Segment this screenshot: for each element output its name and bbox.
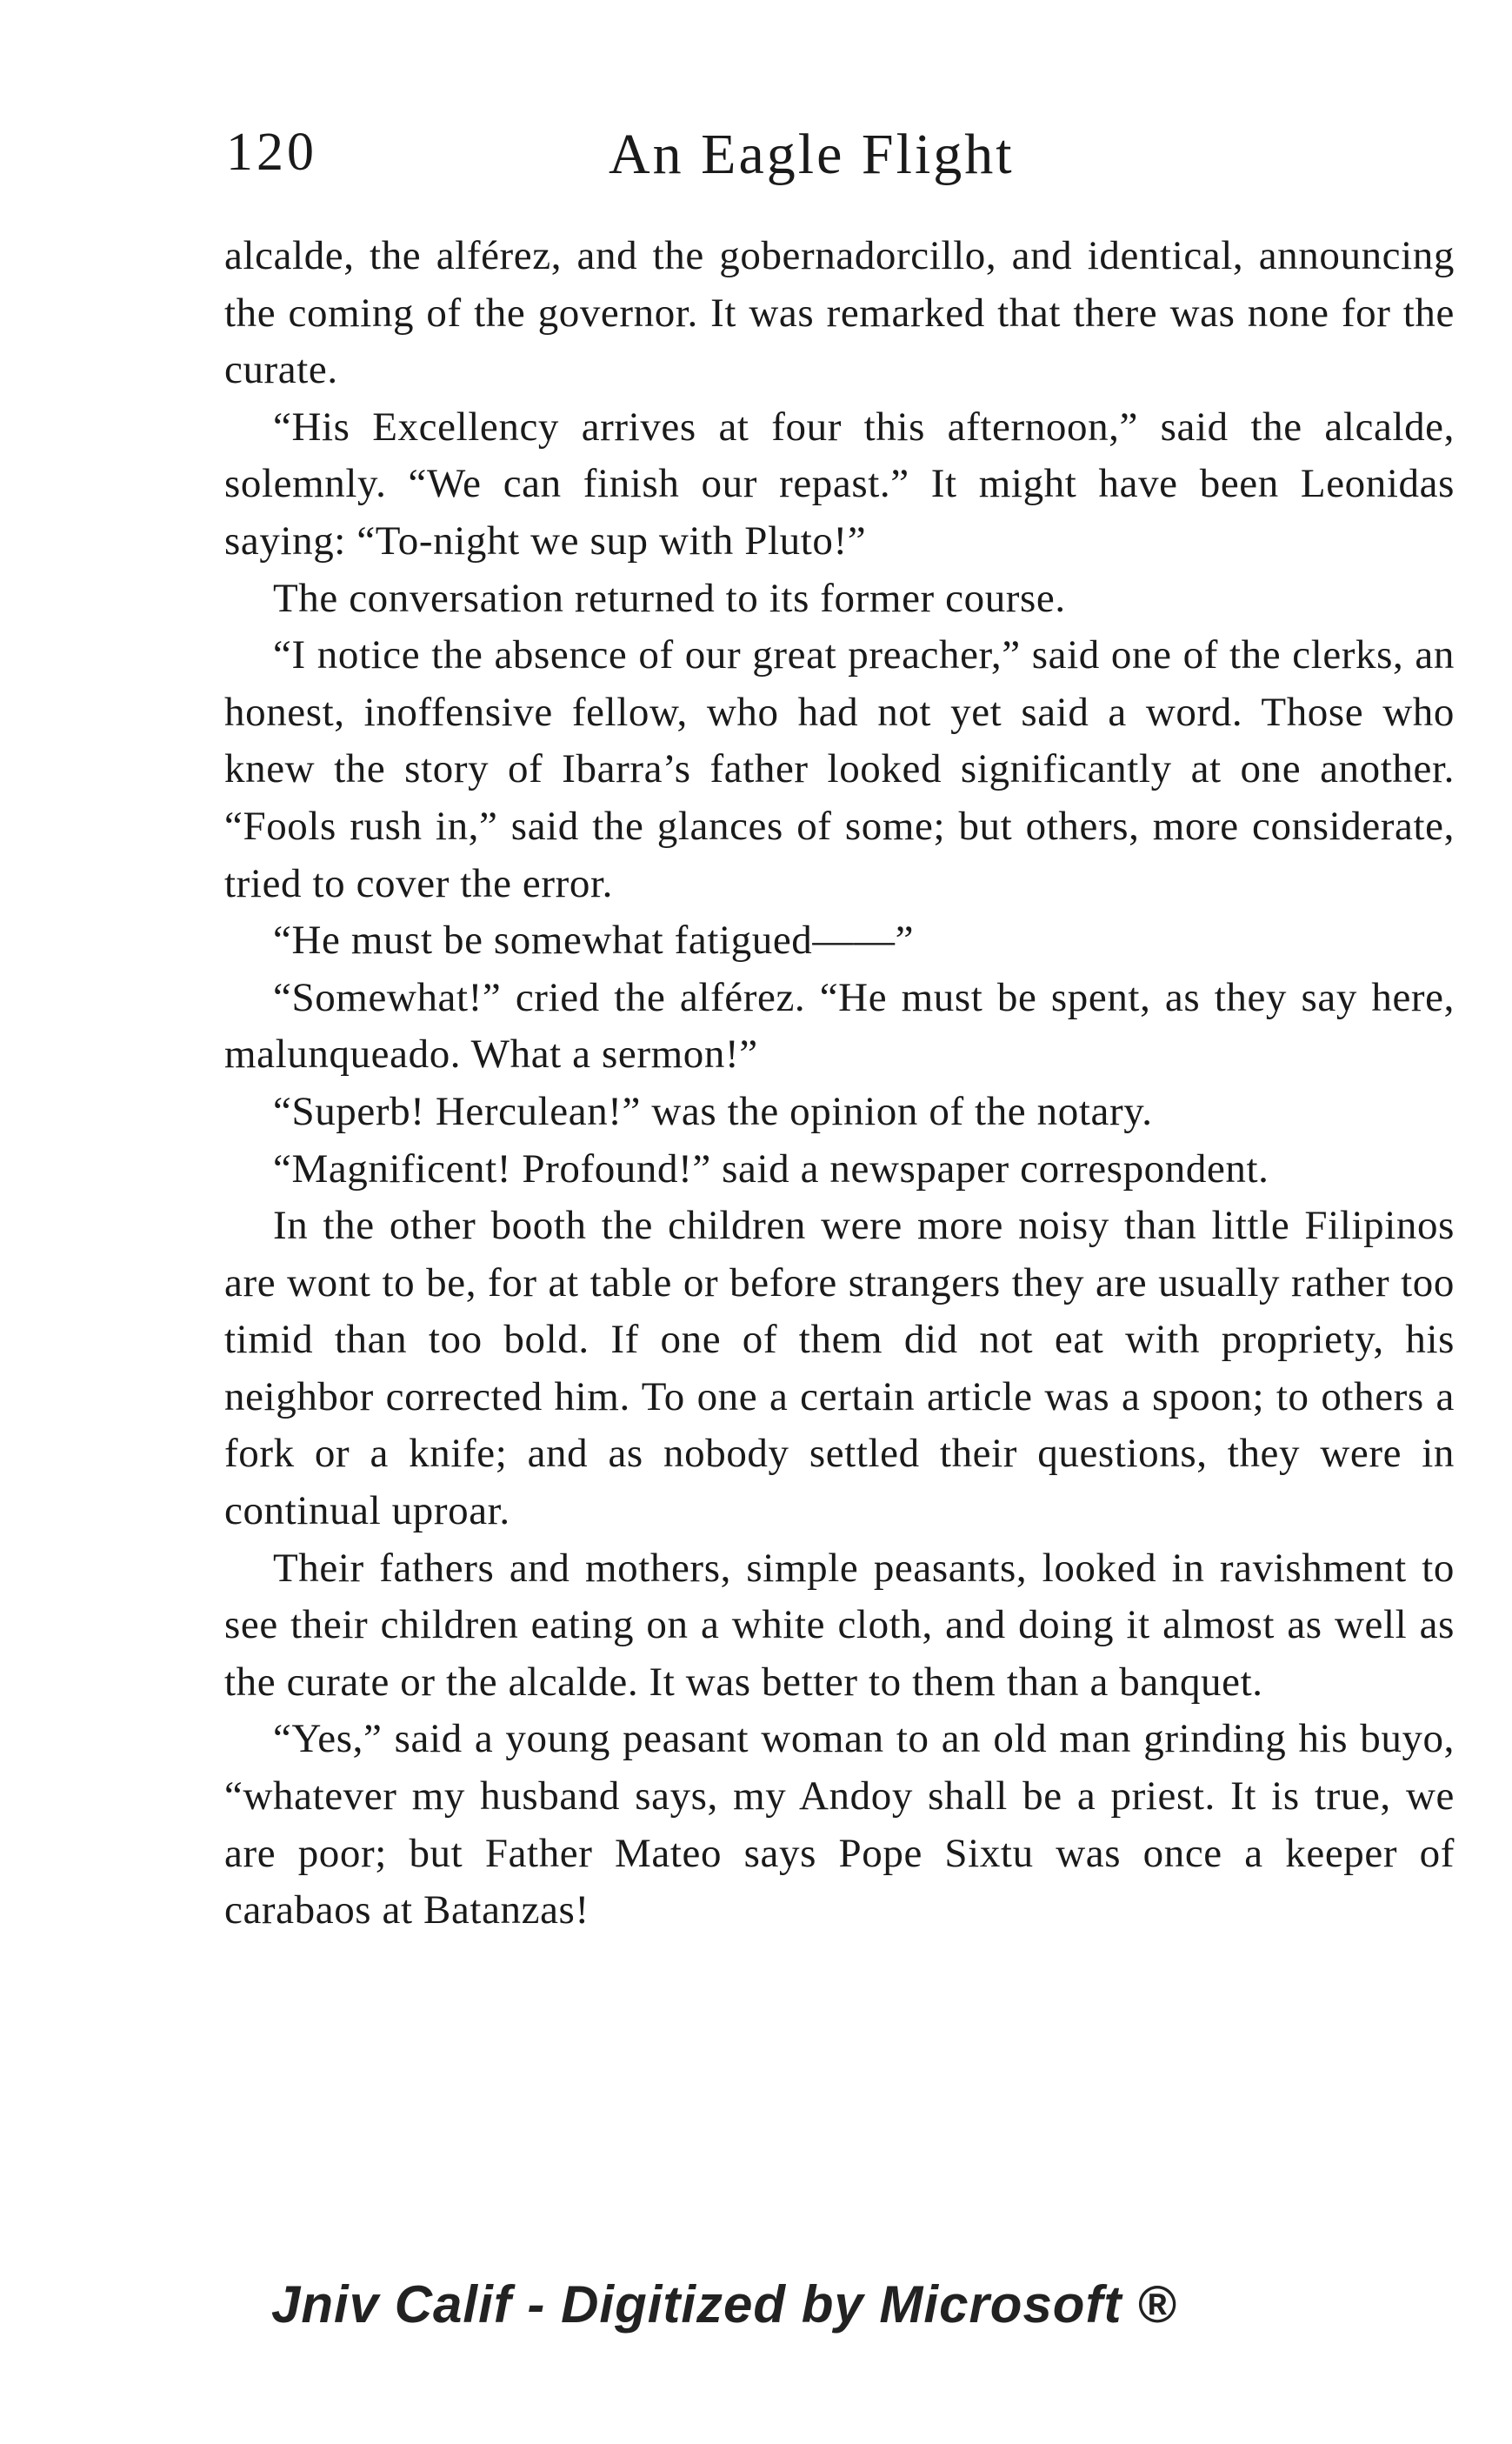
paragraph: “He must be somewhat fatigued——” [273, 918, 915, 964]
paragraph: In the other booth the children were more noisy than little Filipinos are wont to be, for at table or before strangers they are usually rather too timid than too bold. If one of them did not eat with propriety, his neighbor corrected him. To one a certain article was a spoon; to others a fork or a knife; and as nobody settled their questions, they were in continual uproar. [224, 1203, 1455, 1534]
paragraph: “Superb! Herculean!” was the opinion of the notary. [273, 1088, 1153, 1134]
paragraph: The conversation returned to its former course. [273, 575, 1066, 621]
paragraph: alcalde, the alférez, and the gobernadorcillo, and identical, announcing the coming of the governor. It was remarked that there was none for the curate. [224, 233, 1455, 393]
book-title: An Eagle Flight [609, 123, 1015, 186]
page-number: 120 [226, 123, 317, 182]
paragraph: “Yes,” said a young peasant woman to an old man grinding his buyo, “whatever my husband says, my Andoy shall be a priest. It is true, we are poor; but Father Mateo says Pope Sixtu was once a keeper of carabaos at Batanzas! [224, 1716, 1455, 1933]
paragraph: “I notice the absence of our great preacher,” said one of the clerks, an honest, inoffensive fellow, who had not yet said a word. Those who knew the story of Ibarra’s father looked significantly at one another. “Fools rush in,” said the glances of some; but others, more considerate, tried to cover the error. [224, 632, 1455, 906]
digitization-watermark: Jniv Calif - Digitized by Microsoft ® [271, 2275, 1177, 2334]
running-head [226, 122, 1443, 200]
paragraph: “Somewhat!” cried the alférez. “He must be spent, as they say here, malunqueado. What a sermon!” [224, 974, 1455, 1078]
paragraph: “His Excellency arrives at four this afternoon,” said the alcalde, solemnly. “We can finish our repast.” It might have been Leonidas saying: “To-night we sup with Pluto!” [224, 404, 1455, 564]
paragraph: Their fathers and mothers, simple peasants, looked in ravishment to see their children eating on a white cloth, and doing it almost as well as the curate or the alcalde. It was better to them than a banquet. [224, 1545, 1455, 1705]
body-text [224, 228, 1455, 1940]
paragraph: “Magnificent! Profound!” said a newspaper correspondent. [273, 1145, 1269, 1192]
